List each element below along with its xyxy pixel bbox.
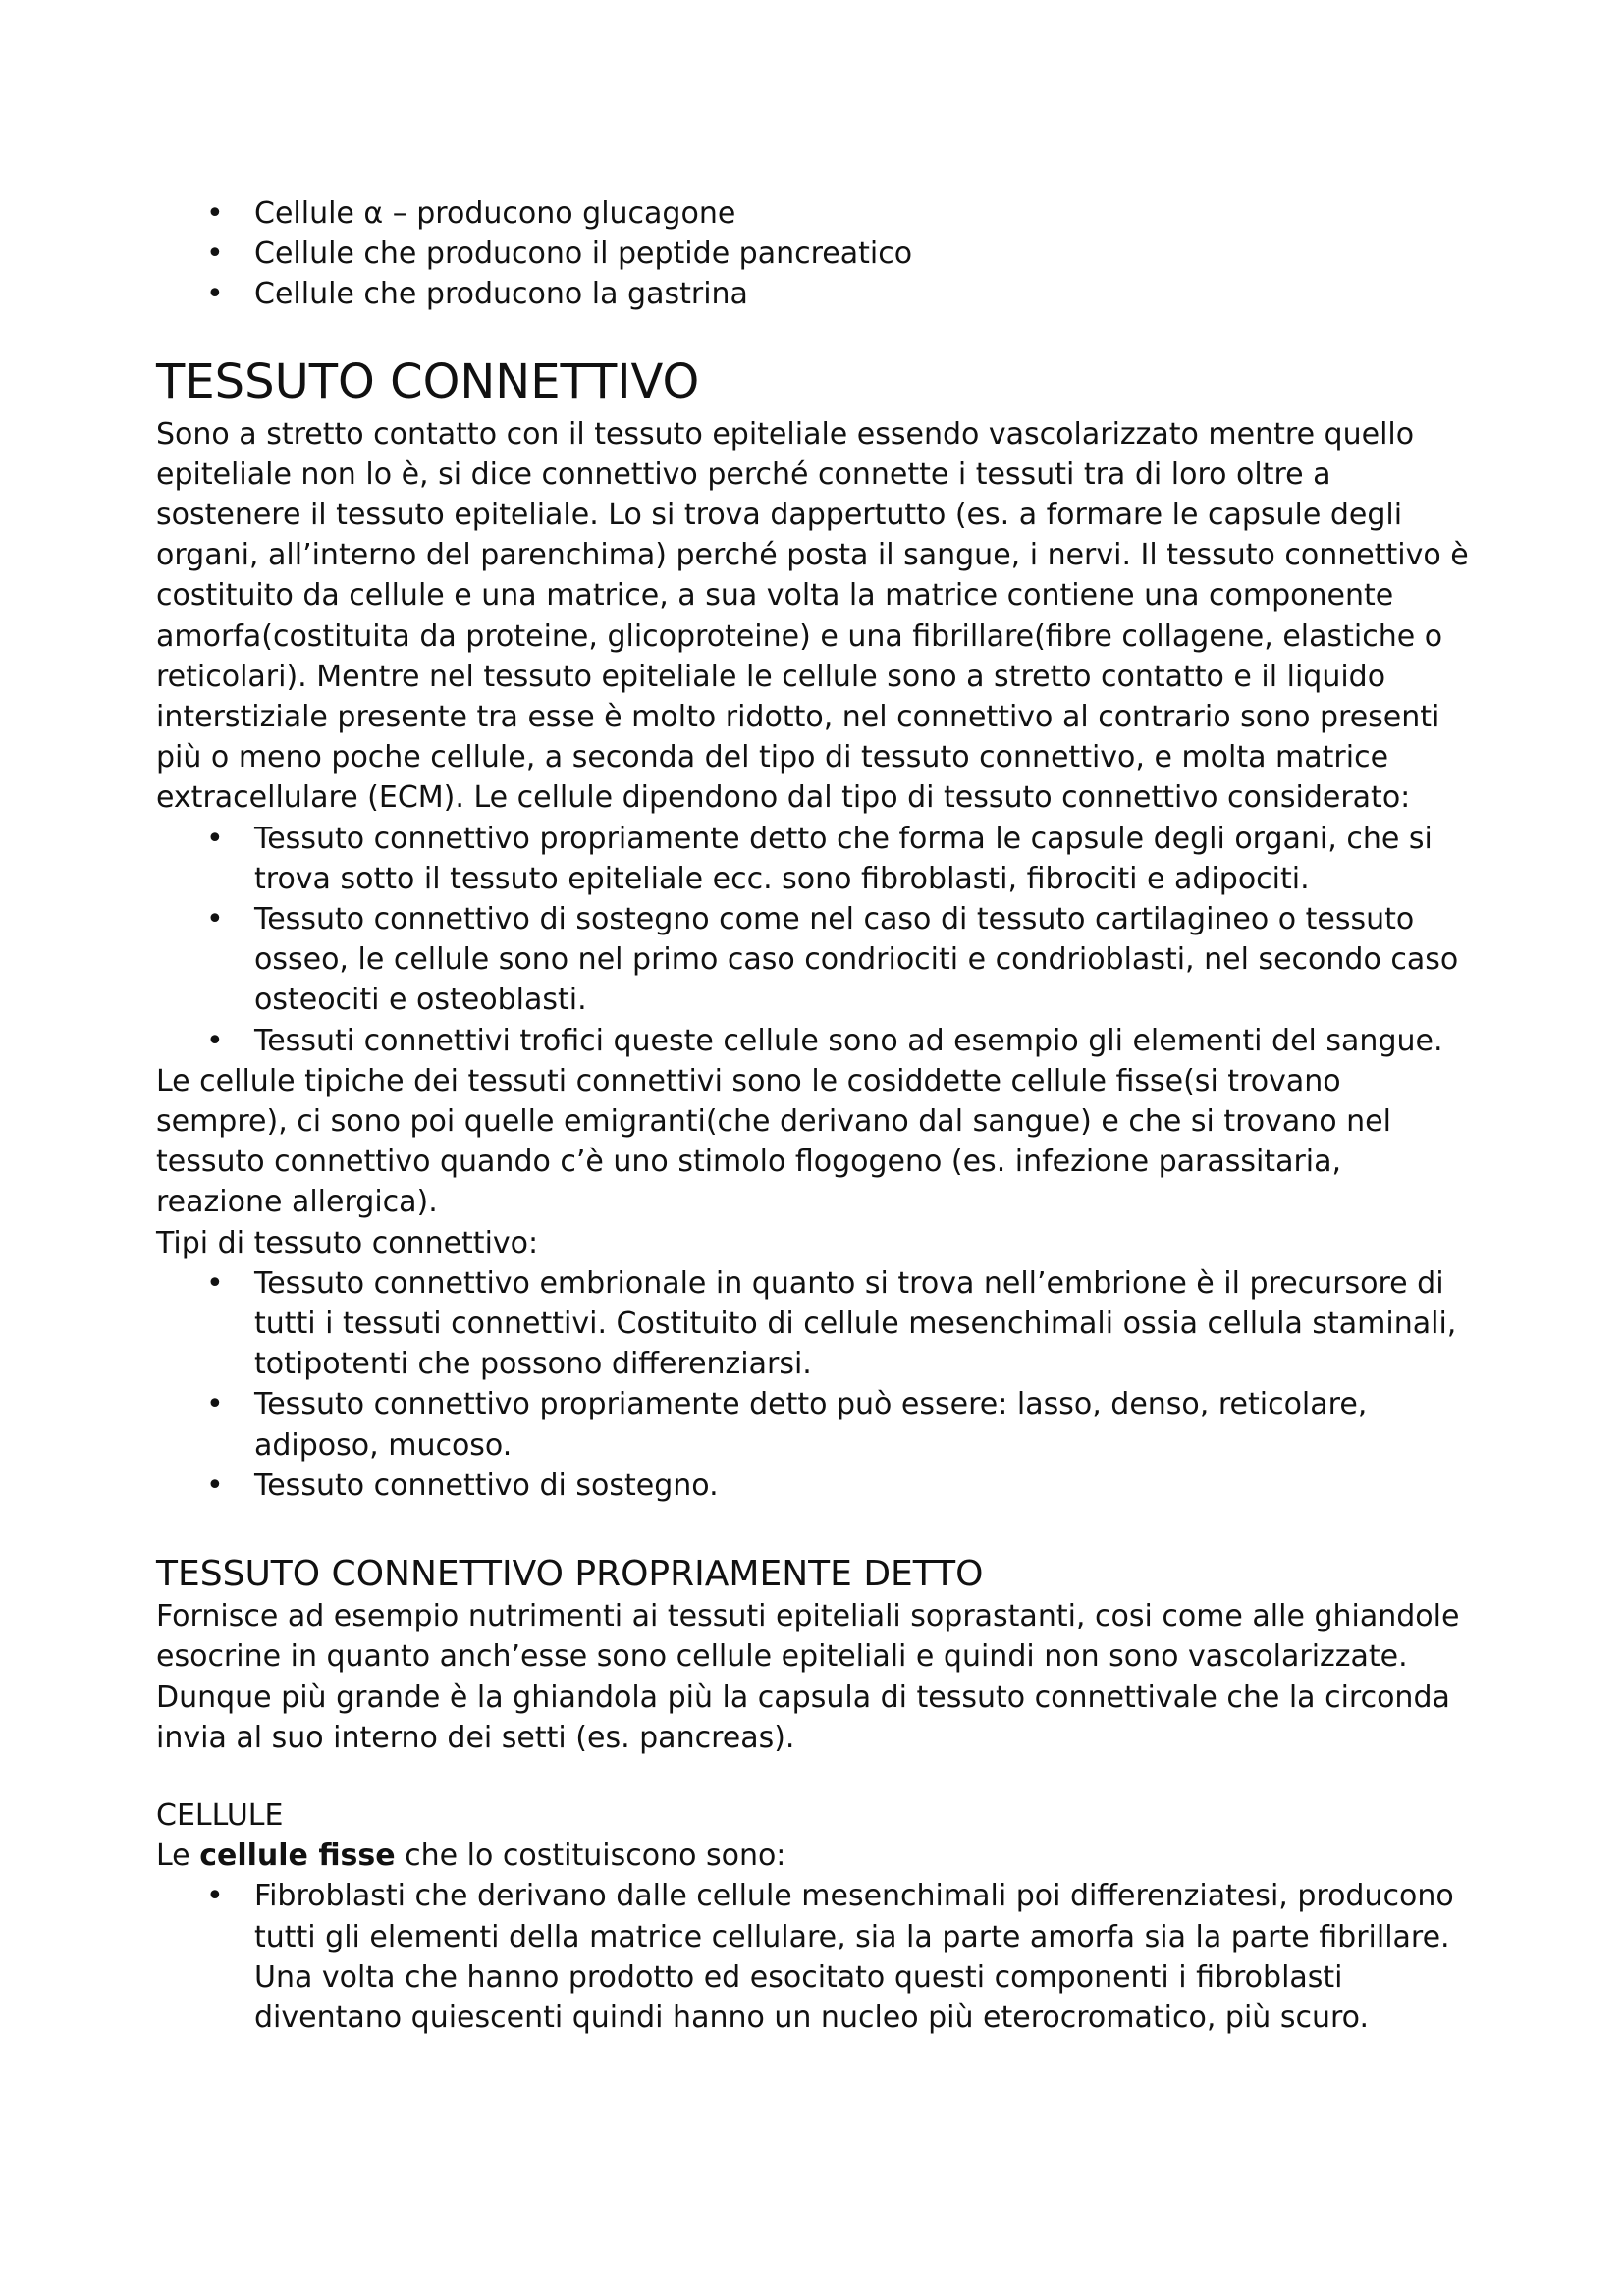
cell-types-list (156, 819, 1476, 1061)
list-item: • Cellule che producono la gastrina (156, 274, 1476, 314)
lead-bold: cellule fisse (199, 1839, 396, 1874)
list-item: • Tessuto connettivo embrionale in quanto si trova nell’embrione è il precursore di tutti i tessuti connettivi. Costituito di cellule mesenchimali ossia cellula staminali, totipotenti che possono differenziarsi. (156, 1263, 1476, 1385)
cellule-lead (156, 1836, 1476, 1876)
tissue-types-list (156, 1263, 1476, 1506)
lead-prefix: Le (156, 1839, 200, 1874)
list-item: • Tessuto connettivo di sostegno come nel caso di tessuto cartilagineo o tessuto osseo, le cellule sono nel primo caso condriociti e condrioblasti, nel secondo caso osteociti e osteoblasti. (156, 899, 1476, 1021)
paragraph: Le cellule tipiche dei tessuti connettivi sono le cosiddette cellule fisse(si trovano sempre), ci sono poi quelle emigranti(che derivano dal sangue) e che si trovano nel tessuto connettivo quando c’è uno stimolo flogogeno (es. infezione parassitaria, reazione allergica). (156, 1063, 1391, 1220)
list-item: • Tessuto connettivo propriamente detto può essere: lasso, denso, reticolare, adiposo, mucoso. (156, 1384, 1476, 1465)
list-item: • Cellule che producono il peptide pancreatico (156, 234, 1476, 274)
list-item: • Cellule α – producono glucagone (156, 193, 1476, 234)
section-title-tessuto-connettivo: TESSUTO CONNETTIVO (156, 353, 700, 409)
intro-list (156, 193, 1476, 315)
fixed-cells-list (156, 1876, 1476, 2038)
list-item: • Fibroblasti che derivano dalle cellule mesenchimali poi differenziatesi, producono tutti gli elementi della matrice cellulare, sia la parte amorfa sia la parte fibrillare. Una volta che hanno prodotto ed esocitato questi componenti i fibroblasti diventano quiescenti quindi hanno un nucleo più eterocromatico, più scuro. (156, 1876, 1476, 2038)
section-title-cellule: CELLULE (156, 1797, 284, 1833)
types-label: Tipi di tessuto connettivo: (156, 1225, 539, 1260)
section-title-propriamente-detto: TESSUTO CONNETTIVO PROPRIAMENTE DETTO (156, 1554, 984, 1595)
list-item: • Tessuti connettivi trofici queste cellule sono ad esempio gli elementi del sangue. (156, 1021, 1476, 1061)
list-item: • Tessuto connettivo propriamente detto che forma le capsule degli organi, che si trova sotto il tessuto epiteliale ecc. sono fibroblasti, fibrociti e adipociti. (156, 819, 1476, 899)
paragraph: Fornisce ad esempio nutrimenti ai tessuti epiteliali soprastanti, cosi come alle ghiandole esocrine in quanto anch’esse sono cellule epiteliali e quindi non sono vascolarizzate. Dunque più grande è la ghiandola più la capsula di tessuto connettivale che la circonda invia al suo interno dei setti (es. pancreas). (156, 1599, 1460, 1755)
list-item: • Tessuto connettivo di sostegno. (156, 1466, 1476, 1506)
paragraph: Sono a stretto contatto con il tessuto epiteliale essendo vascolarizzato mentre quello epiteliale non lo è, si dice connettivo perché connette i tessuti tra di loro oltre a sostenere il tessuto epiteliale. Lo si trova dappertutto (es. a formare le capsule degli organi, all’interno del parenchima) perché posta il sangue, i nervi. Il tessuto connettivo è costituito da cellule e una matrice, a sua volta la matrice contiene una componente amorfa(costituita da proteine, glicoproteine) e una fibrillare(fibre collagene, elastiche o reticolari). Mentre nel tessuto epiteliale le cellule sono a stretto contatto e il liquido interstiziale presente tra esse è molto ridotto, nel connettivo al contrario sono presenti più o meno poche cellule, a seconda del tipo di tessuto connettivo, e molta matrice extracellulare (ECM). Le cellule dipendono dal tipo di tessuto connettivo considerato: (156, 416, 1469, 816)
lead-suffix: che lo costituiscono sono: (395, 1839, 786, 1874)
